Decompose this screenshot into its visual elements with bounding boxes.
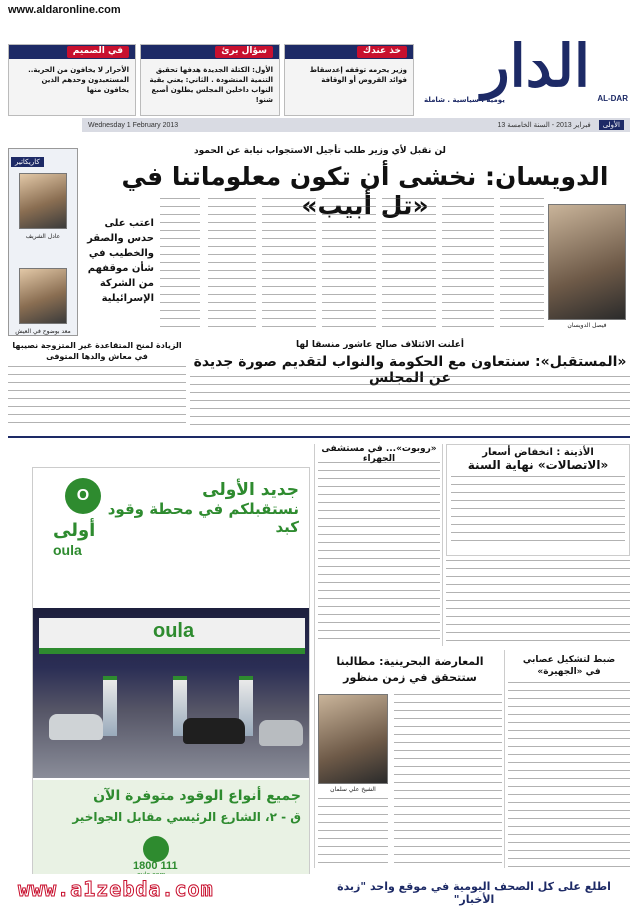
retirement-body <box>8 366 186 430</box>
bahrain-body <box>394 694 502 868</box>
cartoon-sub: معد بوضوح في العيش <box>15 328 71 335</box>
ad-brand-ar: أولى <box>53 520 96 541</box>
ad-brand-en: oula <box>53 542 82 558</box>
teaser-label: خذ عندك <box>357 46 407 58</box>
opinion-body <box>451 476 625 548</box>
lead-body-col <box>262 198 316 333</box>
bahrain-body-cont <box>318 798 388 868</box>
side-story: اعتب على حدس والصقر والخطيب في شأن موقفهم من الشركة الإسرائيلية <box>87 218 154 304</box>
logo-latin: AL-DAR <box>597 94 628 103</box>
lead-headline: الدويسان: نخشى أن تكون معلوماتنا في «تل أبيب» <box>121 162 609 220</box>
date-english: Wednesday 1 February 2013 <box>88 121 179 129</box>
cartoon-panel <box>8 148 78 336</box>
lead-body-col <box>442 198 494 333</box>
site-url[interactable]: www.aldaronline.com <box>8 4 121 16</box>
car-icon <box>259 720 303 746</box>
cartoon-badge: كاريكاتير <box>11 157 44 167</box>
lead-photo-caption: فيصل الدويسان <box>567 322 607 329</box>
bahrain-headline <box>318 654 502 686</box>
column-rule <box>504 650 505 868</box>
tagline: يومية . سياسية . شاملة <box>424 96 505 104</box>
teaser-label: في الصميم <box>67 46 129 58</box>
robots-body <box>318 462 440 644</box>
page-label: الأولى <box>599 120 624 130</box>
bahrain-photo-caption: الشيخ علي سلمان <box>330 786 376 793</box>
ad-canopy-brand: oula <box>153 620 195 642</box>
bahrain-headline-bottom: ستتحقق في زمن منظور <box>343 671 477 684</box>
column-rule <box>314 444 315 868</box>
fuel-pump-icon <box>103 676 117 736</box>
military-body <box>508 682 630 868</box>
car-icon <box>183 718 245 744</box>
opinion-body-cont <box>446 560 630 644</box>
lead-photo <box>548 204 626 320</box>
bahrain-photo <box>318 694 388 784</box>
second-body <box>190 376 630 428</box>
oula-logo-icon: O <box>65 478 101 514</box>
lead-body-col <box>208 198 256 333</box>
lead-body-col <box>500 198 544 333</box>
military-headline-bottom: في «الجهيرة» <box>537 667 601 677</box>
teaser-text: الأول: الكتلة الجديدة هدفها تحقيق التنمية المنشودة . الثاني: يعني بقية النواب داخلين المجلس يطلون أصبع شنو! <box>149 66 273 104</box>
ad-bottom-panel <box>33 780 310 877</box>
date-arabic: 13 فبراير 2013 - السنة الخامسة <box>497 122 591 129</box>
section-divider <box>8 436 630 438</box>
column-rule <box>442 444 443 646</box>
footer-url[interactable]: www.a1zebda.com <box>18 877 214 901</box>
robots-headline: «روبوت»... في مستشفى الجهراء <box>321 444 437 464</box>
teaser-fi-alsamim <box>8 44 136 116</box>
retirement-headline: الزيادة لمنح المتقاعدة غير المتزوجة نصيبها في معاش والدها المتوفى <box>12 341 182 361</box>
opinion-box <box>446 444 630 556</box>
teaser-text: الأحرار لا يخافون من الحرية.. المستعبدون وحدهم الذين يخافون منها <box>28 66 129 94</box>
cartoon-name: عادل الشريف <box>25 233 61 240</box>
cartoon-drawing <box>19 268 67 324</box>
opinion-headline-top: الأذينة : انخفاض أسعار <box>482 447 594 458</box>
footer-message: اطلع على كل الصحف اليومية في موقع واحد "زبدة الأخبار" <box>337 880 611 906</box>
ad-top-text <box>99 480 299 536</box>
teaser-label: سؤال برئ <box>215 46 273 58</box>
oula-logo-small-icon <box>143 836 169 862</box>
ad-phone: 1800 111 <box>133 860 178 872</box>
teaser-khudh-indak <box>284 44 414 116</box>
lead-body-col <box>382 198 436 333</box>
military-headline-top: ضبط لتشكيل عصابي <box>522 655 616 665</box>
masthead <box>418 32 630 122</box>
ad-bottom-line1: جميع أنواع الوقود متوفرة الآن <box>93 788 301 804</box>
ad-top-line2: نستقبلكم في محطة وقود كبد <box>107 500 299 536</box>
second-kicker: أعلنت الائتلاف صالح عاشور منسقا لها <box>295 340 464 350</box>
military-headline <box>508 654 630 678</box>
teaser-sual-bari <box>140 44 280 116</box>
car-icon <box>49 714 103 740</box>
ad-bottom-line2: ق - ٢، الشارع الرئيسي مقابل الجواخير <box>72 810 301 824</box>
lead-body-col <box>322 198 376 333</box>
bahrain-headline-top: المعارضة البحرينية: مطالبنا <box>336 655 484 668</box>
columnist-photo <box>19 173 67 229</box>
dateline-bar <box>82 118 630 132</box>
newspaper-logo: الدار <box>481 32 590 100</box>
teaser-text: وزير يحرمه توقفه إعدسقاط فوائد القروض أو الوقافة <box>309 66 407 84</box>
ad-top-line1: جديد الأولى <box>202 480 299 500</box>
opinion-headline-bottom: «الاتصالات» نهاية السنة <box>467 458 609 472</box>
lead-kicker: لن نقبل لأي وزير طلب تأجيل الاستجواب نيابة عن الحمود <box>194 146 446 156</box>
oula-advertisement[interactable] <box>32 467 310 877</box>
lead-body-col <box>160 198 200 333</box>
second-headline: «المستقبل»: سنتعاون مع الحكومة والنواب لتقديم صورة جديدة عن المجلس <box>193 354 627 386</box>
